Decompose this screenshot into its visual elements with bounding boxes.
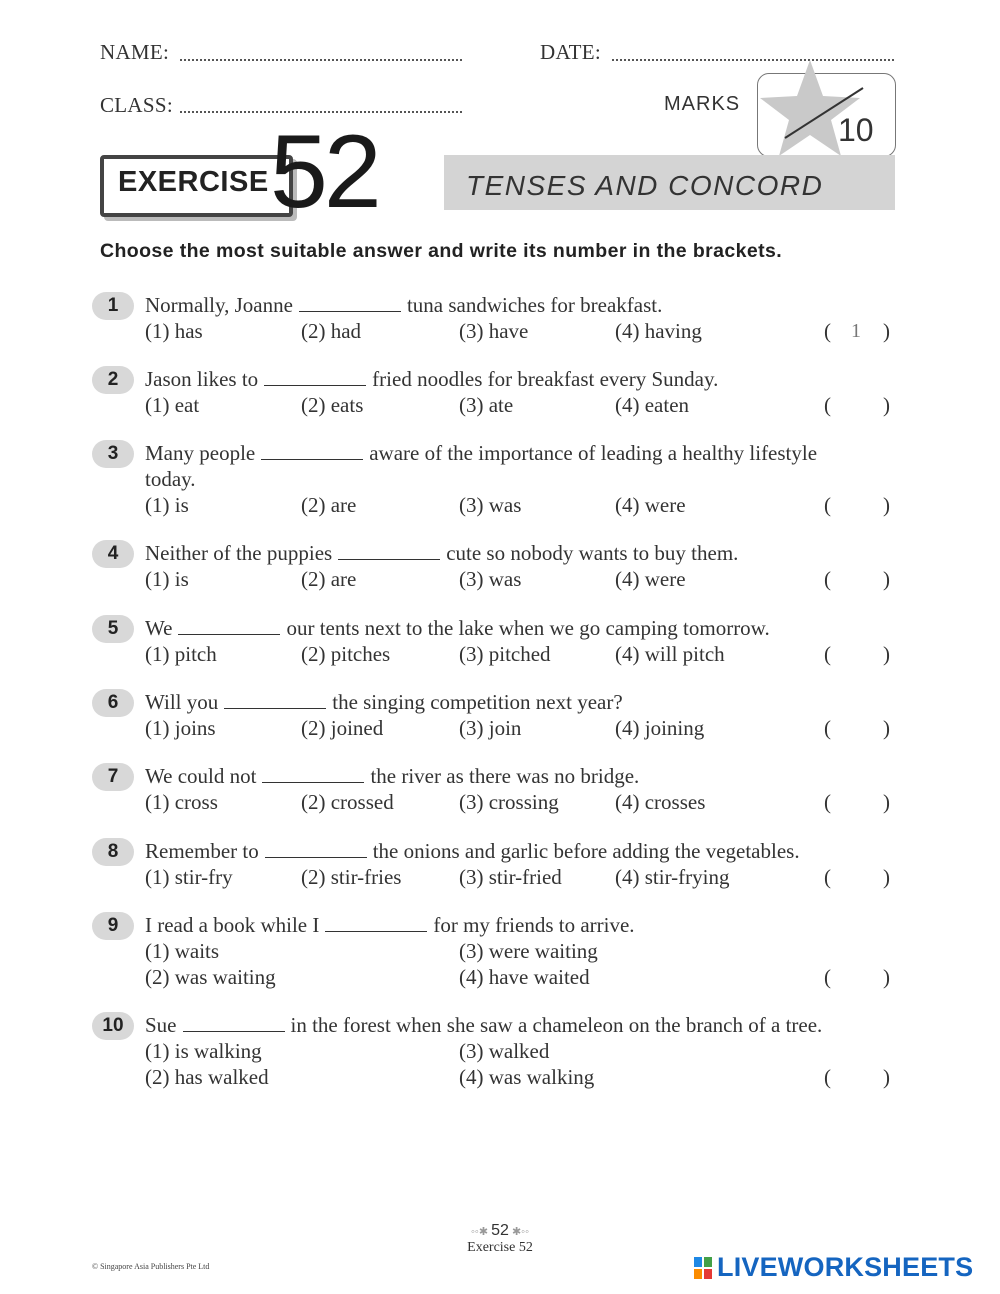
- liveworksheets-brand: LIVEWORKSHEETS: [717, 1252, 974, 1282]
- option: (4) joining: [615, 716, 705, 740]
- question-number: 6: [92, 689, 134, 717]
- answer-blank: [224, 707, 326, 709]
- bracket-open: (: [824, 642, 831, 666]
- bracket-open: (: [824, 790, 831, 814]
- stem-before: Remember to: [145, 839, 259, 863]
- bracket-open: (: [824, 865, 831, 889]
- exercise-number: 52: [270, 114, 378, 230]
- bracket-open: (: [824, 393, 831, 417]
- question-stem: [145, 839, 800, 864]
- name-label: NAME:: [100, 40, 170, 64]
- answer-blank: [338, 558, 440, 560]
- stem-after: the onions and garlic before adding the vegetables.: [372, 839, 800, 863]
- option: (4) were: [615, 567, 686, 591]
- question-number: 3: [92, 440, 134, 468]
- question-number: 9: [92, 912, 134, 940]
- option: (1) pitch: [145, 642, 217, 666]
- exercise-word: EXERCISE: [118, 166, 269, 198]
- stem-after: cute so nobody wants to buy them.: [446, 541, 739, 565]
- option: (2) had: [301, 319, 362, 343]
- answer-blank: [262, 781, 364, 783]
- stem-after: fried noodles for breakfast every Sunday.: [372, 367, 719, 391]
- option: (1) is: [145, 493, 189, 517]
- answer-blank: [265, 856, 367, 858]
- option: (2) pitches: [301, 642, 391, 666]
- option: (3) ate: [459, 393, 514, 417]
- stem-before: I read a book while I: [145, 913, 320, 937]
- question-number: 8: [92, 838, 134, 866]
- option: (3) stir-fried: [459, 865, 562, 889]
- bracket-close: ): [883, 567, 890, 591]
- page-number: ◦◦✱ 52 ✱◦◦: [471, 1222, 529, 1239]
- answer-blank: [264, 384, 366, 386]
- question-number: 1: [92, 292, 134, 320]
- option: (2) has walked: [145, 1065, 269, 1089]
- bracket-close: ): [883, 716, 890, 740]
- class-label: CLASS:: [100, 93, 173, 117]
- option: (1) has: [145, 319, 203, 343]
- date-label: DATE:: [540, 40, 601, 64]
- copyright: © Singapore Asia Publishers Pte Ltd: [92, 1262, 210, 1271]
- question-stem: [145, 441, 817, 466]
- stem-before: We: [145, 616, 173, 640]
- option: (4) stir-frying: [615, 865, 730, 889]
- class-line[interactable]: [180, 111, 462, 113]
- option: (3) have: [459, 319, 529, 343]
- question-number: 2: [92, 366, 134, 394]
- bracket-close: ): [883, 393, 890, 417]
- stem-before: Jason likes to: [145, 367, 259, 391]
- option: (2) eats: [301, 393, 364, 417]
- bracket-close: ): [883, 965, 890, 989]
- option: (1) eat: [145, 393, 200, 417]
- name-line[interactable]: [180, 59, 462, 61]
- liveworksheets-icon: [693, 1256, 713, 1280]
- marks-label: MARKS: [664, 93, 741, 115]
- stem-after: our tents next to the lake when we go camping tomorrow.: [286, 616, 770, 640]
- question-number: 4: [92, 540, 134, 568]
- option: (3) pitched: [459, 642, 551, 666]
- question-stem: [145, 690, 623, 715]
- answer-blank: [183, 1030, 285, 1032]
- option: (1) joins: [145, 716, 216, 740]
- option: (2) are: [301, 567, 357, 591]
- option: (3) was: [459, 493, 522, 517]
- answer-blank: [299, 310, 401, 312]
- bracket-close: ): [883, 790, 890, 814]
- topic-title: TENSES AND CONCORD: [466, 170, 824, 201]
- stem-after: in the forest when she saw a chameleon on the branch of a tree.: [290, 1013, 823, 1037]
- bracket-close: ): [883, 319, 890, 343]
- option: (4) will pitch: [615, 642, 725, 666]
- bracket-open: (: [824, 965, 831, 989]
- bracket-open: (: [824, 567, 831, 591]
- question-stem: [145, 913, 635, 938]
- option: (4) have waited: [459, 965, 590, 989]
- bracket-open: (: [824, 1065, 831, 1089]
- stem-after: aware of the importance of leading a healthy lifestyle: [369, 441, 818, 465]
- question-stem: [145, 616, 770, 641]
- option: (3) join: [459, 716, 522, 740]
- option: (2) joined: [301, 716, 384, 740]
- question-stem-line2: today.: [145, 467, 196, 491]
- stem-before: Normally, Joanne: [145, 293, 293, 317]
- option: (2) stir-fries: [301, 865, 402, 889]
- question-stem: [145, 367, 718, 392]
- stem-after: for my friends to arrive.: [433, 913, 635, 937]
- stem-before: We could not: [145, 764, 257, 788]
- liveworksheets-logo: [693, 1252, 973, 1283]
- option: (3) crossing: [459, 790, 559, 814]
- stem-before: Sue: [145, 1013, 177, 1037]
- stem-before: Neither of the puppies: [145, 541, 333, 565]
- option: (2) crossed: [301, 790, 394, 814]
- option: (2) are: [301, 493, 357, 517]
- question-stem: [145, 541, 738, 566]
- option: (1) is: [145, 567, 189, 591]
- question-number: 7: [92, 763, 134, 791]
- option: (4) was walking: [459, 1065, 595, 1089]
- stem-before: Will you: [145, 690, 219, 714]
- instruction: Choose the most suitable answer and write its number in the brackets.: [100, 240, 783, 262]
- stem-after: the singing competition next year?: [332, 690, 623, 714]
- bracket-close: ): [883, 642, 890, 666]
- option: (4) crosses: [615, 790, 706, 814]
- option: (3) was: [459, 567, 522, 591]
- option: (4) were: [615, 493, 686, 517]
- bracket-open: (: [824, 493, 831, 517]
- option: (1) waits: [145, 939, 220, 963]
- option: (1) cross: [145, 790, 218, 814]
- bracket-close: ): [883, 493, 890, 517]
- bracket-open: (: [824, 716, 831, 740]
- option: (3) were waiting: [459, 939, 598, 963]
- page-number-text: 52: [491, 1222, 509, 1239]
- stem-before: Many people: [145, 441, 256, 465]
- footer-exercise-label: Exercise 52: [467, 1240, 533, 1255]
- question-stem: [145, 764, 639, 789]
- bracket-close: ): [883, 1065, 890, 1089]
- bracket-open: (: [824, 319, 831, 343]
- bracket-close: ): [883, 865, 890, 889]
- question-stem: [145, 293, 662, 318]
- answer-field[interactable]: 1: [851, 320, 861, 342]
- question-stem: [145, 1013, 822, 1038]
- option: (3) walked: [459, 1039, 550, 1063]
- marks-total: 10: [838, 112, 874, 148]
- answer-blank: [178, 633, 280, 635]
- question-number: 10: [92, 1012, 134, 1040]
- stem-after: tuna sandwiches for breakfast.: [406, 293, 663, 317]
- answer-blank: [261, 458, 363, 460]
- answer-blank: [325, 930, 427, 932]
- option: (1) is walking: [145, 1039, 262, 1063]
- stem-after: the river as there was no bridge.: [370, 764, 640, 788]
- question-number: 5: [92, 615, 134, 643]
- option: (4) eaten: [615, 393, 690, 417]
- option: (2) was waiting: [145, 965, 276, 989]
- option: (1) stir-fry: [145, 865, 233, 889]
- option: (4) having: [615, 319, 702, 343]
